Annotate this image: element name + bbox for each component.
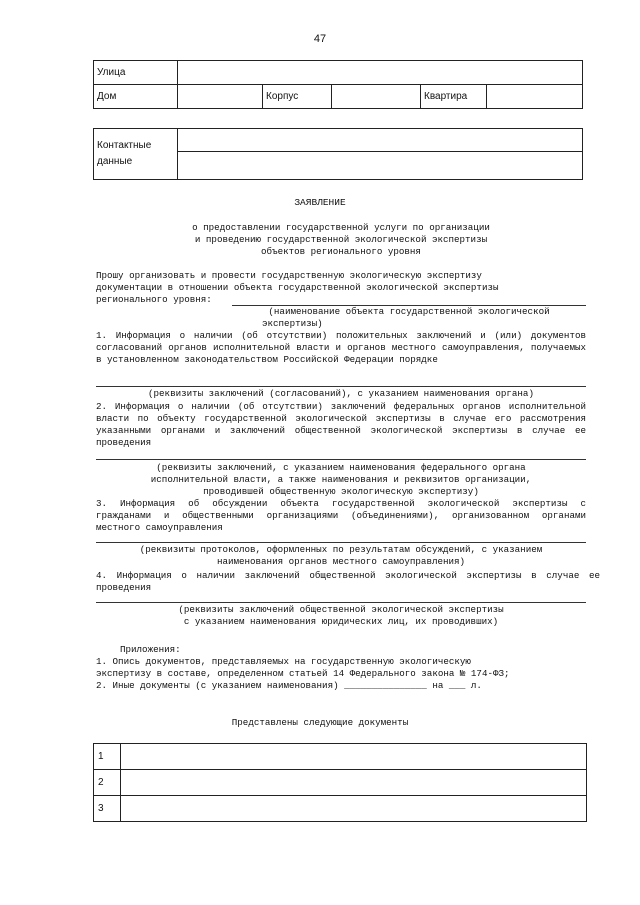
doc-field[interactable] [121, 770, 587, 796]
attachments-heading: Приложения: [120, 644, 181, 655]
subtitle-line: о предоставлении государственной услуги по организации [192, 222, 490, 233]
hint-line: (реквизиты протоколов, оформленных по результатам обсуждений, с указанием [139, 544, 543, 555]
attachments-list [96, 656, 596, 692]
subtitle-line: и проведению государственной экологической экспертизы [194, 234, 488, 245]
hint-line: (реквизиты заключений, с указанием наименования федерального органа [156, 462, 526, 473]
contacts-label: Контактные данные [94, 129, 178, 180]
item-1-hint: (реквизиты заключений (согласований), с указанием наименования органа) [148, 388, 534, 399]
hint-line: с указанием наименования юридических лиц, их проводивших) [183, 616, 499, 627]
street-label: Улица [94, 61, 178, 85]
contacts-table [93, 128, 583, 180]
statement-subtitle [96, 222, 586, 258]
house-field[interactable] [178, 85, 263, 109]
hint-line: проводившей общественную экологическую экспертизу) [203, 486, 479, 497]
statement-title: ЗАЯВЛЕНИЕ [294, 197, 346, 208]
building-field[interactable] [332, 85, 421, 109]
table-row [94, 744, 587, 770]
item-3-hint [96, 544, 586, 568]
object-name-hint: (наименование объекта государственной экологической [268, 306, 550, 317]
hint-line: исполнительной власти, а также наименования и реквизитов организации, [150, 474, 532, 485]
object-name-hint: экспертизы) [262, 318, 323, 329]
docs-heading: Представлены следующие документы [231, 717, 409, 728]
item-3-line[interactable] [96, 542, 586, 543]
address-table [93, 60, 583, 109]
item-3-text: 3. Информация об обсуждении объекта государственной экологической экспертизы с гражданами и общественными организациями (объединениями), организованном органами местного самоуправления [96, 498, 586, 533]
item-4-hint [96, 604, 586, 628]
hint-line: (реквизиты заключений общественной экологической экспертизы [178, 604, 504, 615]
row-number: 2 [94, 770, 121, 796]
intro-line: документации в отношении объекта государственной экологической экспертизы [96, 282, 499, 293]
item-1-text: 1. Информация о наличии (об отсутствии) положительных заключений и (или) документов согласований органов исполнительной власти и органов местного самоуправления, получаемых в установленном законодательством Российской Федерации порядке [96, 330, 586, 365]
building-label: Корпус [263, 85, 332, 109]
item-4-line[interactable] [96, 602, 586, 603]
attachment-line: 2. Иные документы (с указанием наименования) _______________ на ___ л. [96, 680, 482, 691]
contacts-field-2[interactable] [178, 152, 583, 180]
apartment-field[interactable] [487, 85, 582, 108]
docs-table [93, 743, 587, 822]
apartment-label: Квартира [421, 85, 487, 108]
intro-line: регионального уровня: [96, 294, 212, 305]
attachment-line: 1. Опись документов, представляемых на государственную экологическую [96, 656, 471, 667]
subtitle-line: объектов регионального уровня [261, 246, 421, 257]
contacts-field-1[interactable] [178, 129, 583, 152]
hint-line: наименования органов местного самоуправления) [216, 556, 466, 567]
item-1-line[interactable] [96, 386, 586, 387]
doc-field[interactable] [121, 744, 587, 770]
item-2-hint [96, 462, 586, 498]
row-number: 3 [94, 796, 121, 822]
item-4-text: 4. Информация о наличии заключений общественной экологической экспертизы в случае ее проведения [96, 570, 600, 593]
street-field[interactable] [178, 61, 583, 85]
page-number: 47 [313, 33, 327, 45]
intro-line: Прошу организовать и провести государственную экологическую экспертизу [96, 270, 482, 281]
item-2-text: 2. Информация о наличии (об отсутствии) заключений федеральных органов исполнительной власти по объекту государственной экологической экспертизы в случае его рассмотрения указанными органами и заключений общественной экологической экспертизы в случае ее проведения [96, 401, 586, 448]
house-label: Дом [94, 85, 178, 109]
doc-field[interactable] [121, 796, 587, 822]
row-number: 1 [94, 744, 121, 770]
table-row [94, 770, 587, 796]
table-row [94, 796, 587, 822]
item-2-line[interactable] [96, 459, 586, 460]
attachment-line: экспертизу в составе, определенном статьей 14 Федерального закона № 174-ФЗ; [96, 668, 510, 679]
intro-paragraph [96, 270, 596, 306]
